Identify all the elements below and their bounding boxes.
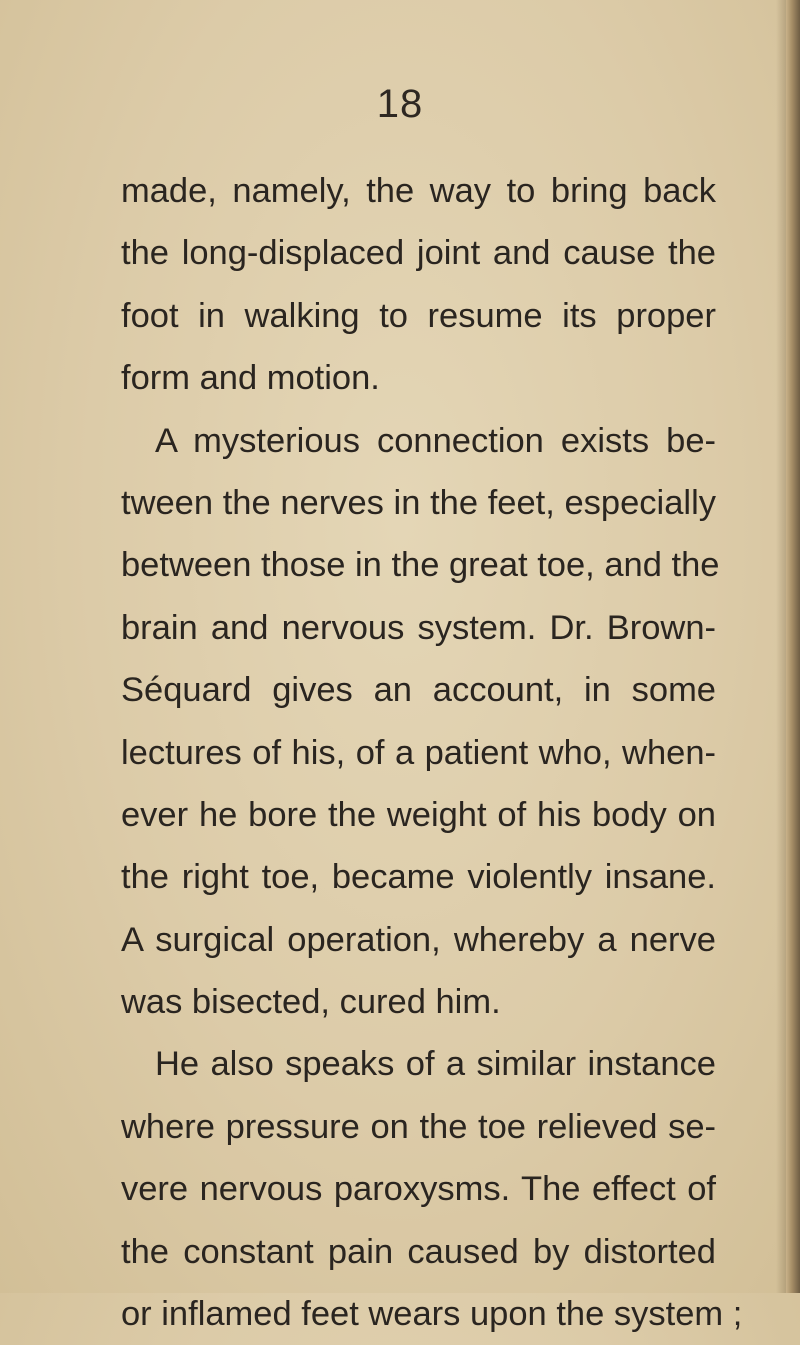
text-line: foot in walking to resume its proper xyxy=(121,296,716,335)
text-line: brain and nervous system. Dr. Brown- xyxy=(121,608,716,647)
text-line: He also speaks of a similar instance xyxy=(155,1045,716,1084)
text-line: where pressure on the toe relieved se- xyxy=(121,1107,716,1146)
text-line: vere nervous paroxysms. The effect of xyxy=(121,1170,716,1209)
page-gutter-shadow xyxy=(776,0,786,1293)
text-line: A surgical operation, whereby a nerve xyxy=(121,920,716,959)
text-line: the long-displaced joint and cause the xyxy=(121,234,716,273)
text-line: A mysterious connection exists be- xyxy=(155,421,716,460)
text-line: lectures of his, of a patient who, when- xyxy=(121,733,716,772)
text-line: tween the nerves in the feet, especially xyxy=(121,483,716,522)
body-text xyxy=(121,160,743,1345)
book-spine-edge xyxy=(786,0,800,1293)
text-line: or inflamed feet wears upon the system ; xyxy=(121,1295,743,1334)
text-line: was bisected, cured him. xyxy=(121,983,501,1022)
text-line: between those in the great toe, and the xyxy=(121,546,720,585)
text-line: the constant pain caused by distorted xyxy=(121,1232,716,1271)
text-line: the right toe, became violently insane. xyxy=(121,858,716,897)
text-line: made, namely, the way to bring back xyxy=(121,172,716,210)
text-line: ever he bore the weight of his body on xyxy=(121,795,716,834)
text-line: form and motion. xyxy=(121,359,380,398)
text-line: Séquard gives an account, in some xyxy=(121,671,716,710)
page-number: 18 xyxy=(376,82,424,126)
